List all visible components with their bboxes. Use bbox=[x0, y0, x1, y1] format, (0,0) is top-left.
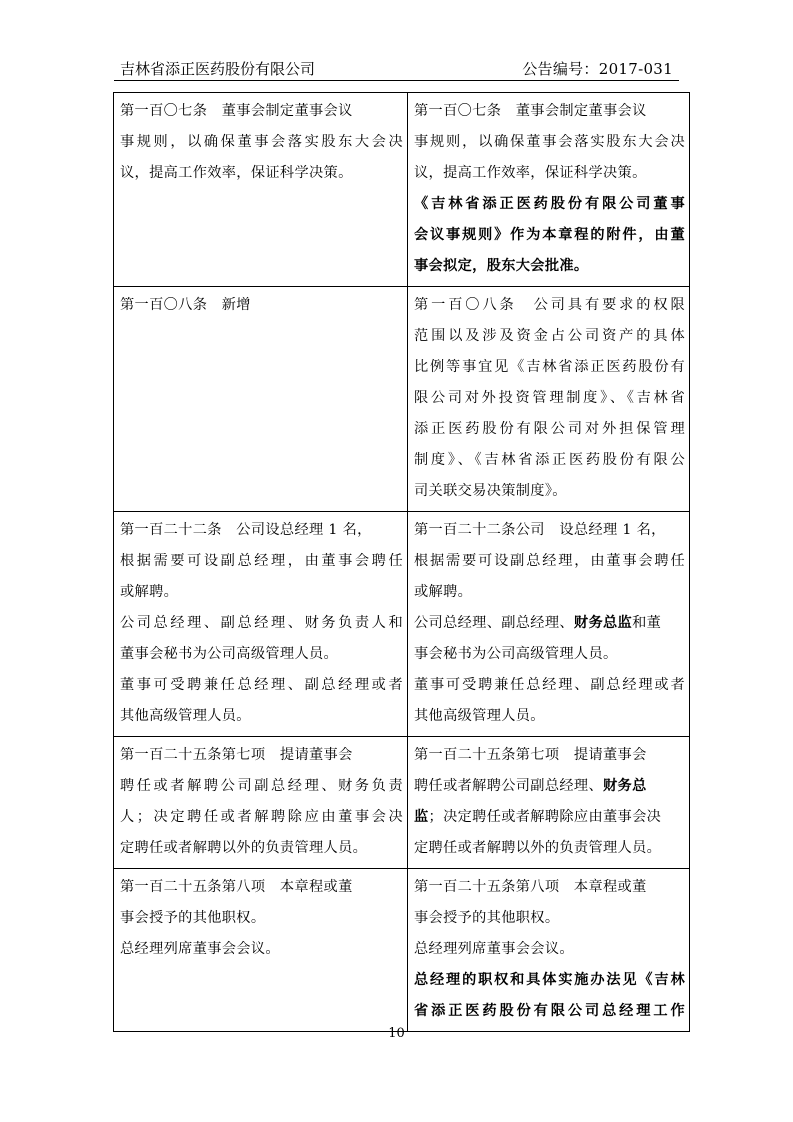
text-line: 聘任或者解聘公司副总经理、财务负责 bbox=[120, 778, 403, 794]
text-line: 董事会秘书为公司高级管理人员。 bbox=[120, 646, 339, 662]
original-clause-cell bbox=[114, 93, 408, 287]
text-line: 董事可受聘兼任总经理、副总经理或者 bbox=[120, 677, 403, 693]
text-line: 事规则，以确保董事会落实股东大会决 bbox=[414, 134, 685, 150]
notice-number: 公告编号：2017-031 bbox=[522, 60, 673, 78]
added-text-line: 总经理的职权和具体实施办法见《吉林 bbox=[414, 972, 685, 988]
added-text-segment: 财务总 bbox=[603, 778, 647, 794]
text-line: 第一百〇七条 董事会制定董事会议 bbox=[120, 103, 353, 119]
text-line: 事会授予的其他职权。 bbox=[414, 910, 560, 926]
text-line bbox=[414, 608, 685, 639]
text-line: 制度》、《吉林省添正医药股份有限公 bbox=[414, 452, 685, 468]
original-clause-cell bbox=[114, 737, 408, 869]
text-line: 或解聘。 bbox=[414, 584, 473, 600]
text-line: 第一百二十五条第七项 提请董事会 bbox=[120, 747, 353, 763]
table-row bbox=[114, 512, 690, 737]
text-line: 或解聘。 bbox=[120, 584, 179, 600]
amendment-comparison-table bbox=[113, 92, 690, 1032]
text-line: 人；决定聘任或者解聘除应由董事会决 bbox=[120, 809, 403, 825]
text-line: 第一百〇七条 董事会制定董事会议 bbox=[414, 103, 647, 119]
text-line: 添正医药股份有限公司对外担保管理 bbox=[414, 421, 685, 437]
amended-clause-cell bbox=[408, 93, 690, 287]
table-row bbox=[114, 737, 690, 869]
amended-clause-cell bbox=[408, 287, 690, 512]
text-line: 根据需要可设副总经理，由董事会聘任 bbox=[120, 553, 403, 569]
text-line: 董事可受聘兼任总经理、副总经理或者 bbox=[414, 677, 685, 693]
text-line: 第一百二十二条 公司设总经理 1 名， bbox=[120, 522, 372, 538]
text-segment: ；决定聘任或者解聘除应由董事会决 bbox=[428, 809, 662, 825]
company-name: 吉林省添正医药股份有限公司 bbox=[120, 60, 316, 78]
text-line: 定聘任或者解聘以外的负责管理人员。 bbox=[414, 840, 662, 856]
original-clause-cell bbox=[114, 512, 408, 737]
page-header bbox=[114, 56, 679, 80]
text-line: 限公司对外投资管理制度》、《吉林省 bbox=[414, 390, 685, 406]
text-line: 总经理列席董事会会议。 bbox=[414, 941, 574, 957]
text-line: 议，提高工作效率，保证科学决策。 bbox=[414, 165, 647, 181]
text-line: 定聘任或者解聘以外的负责管理人员。 bbox=[120, 840, 368, 856]
header-rule bbox=[114, 80, 679, 81]
page-number: 10 bbox=[388, 1026, 405, 1041]
text-line: 公司总经理、副总经理、财务负责人和 bbox=[120, 615, 403, 631]
text-line: 比例等事宜见《吉林省添正医药股份有 bbox=[414, 359, 685, 375]
table-row bbox=[114, 93, 690, 287]
text-line: 其他高级管理人员。 bbox=[414, 708, 545, 724]
text-line: 其他高级管理人员。 bbox=[120, 708, 251, 724]
added-text-line: 会议事规则》作为本章程的附件，由董 bbox=[414, 227, 685, 243]
text-line: 根据需要可设副总经理，由董事会聘任 bbox=[414, 553, 685, 569]
text-line: 第一百二十二条公司 设总经理 1 名， bbox=[414, 522, 666, 538]
text-line: 第一百〇八条 公司具有要求的权限 bbox=[414, 297, 685, 313]
text-line: 第一百二十五条第八项 本章程或董 bbox=[414, 879, 647, 895]
text-line: 事会授予的其他职权。 bbox=[120, 910, 266, 926]
original-clause-cell bbox=[114, 287, 408, 512]
text-line: 第一百二十五条第七项 提请董事会 bbox=[414, 747, 647, 763]
text-segment: 聘任或者解聘公司副总经理、 bbox=[414, 778, 603, 794]
amended-clause-cell bbox=[408, 737, 690, 869]
text-segment: 和董 bbox=[632, 615, 662, 631]
text-segment: 公司总经理、副总经理、 bbox=[414, 615, 574, 631]
table-row bbox=[114, 869, 690, 1032]
original-clause-cell bbox=[114, 869, 408, 1032]
text-line bbox=[414, 771, 685, 802]
text-line: 事规则，以确保董事会落实股东大会决 bbox=[120, 134, 403, 150]
text-line: 第一百〇八条 新增 bbox=[120, 297, 251, 313]
amended-clause-cell bbox=[408, 512, 690, 737]
text-line: 事会秘书为公司高级管理人员。 bbox=[414, 646, 618, 662]
text-line: 司关联交易决策制度》。 bbox=[414, 483, 567, 499]
text-line: 第一百二十五条第八项 本章程或董 bbox=[120, 879, 353, 895]
amended-clause-cell bbox=[408, 869, 690, 1032]
added-text-line: 事会拟定，股东大会批准。 bbox=[414, 258, 589, 274]
added-text-segment: 监 bbox=[414, 809, 429, 825]
added-text-line: 省添正医药股份有限公司总经理工作 bbox=[414, 1003, 685, 1019]
added-text-segment: 财务总监 bbox=[573, 615, 633, 631]
text-line: 议，提高工作效率，保证科学决策。 bbox=[120, 165, 353, 181]
added-text-line: 《吉林省添正医药股份有限公司董事 bbox=[414, 196, 685, 212]
text-line: 总经理列席董事会会议。 bbox=[120, 941, 280, 957]
table-row bbox=[114, 287, 690, 512]
text-line: 范围以及涉及资金占公司资产的具体 bbox=[414, 328, 685, 344]
text-line bbox=[414, 802, 685, 833]
